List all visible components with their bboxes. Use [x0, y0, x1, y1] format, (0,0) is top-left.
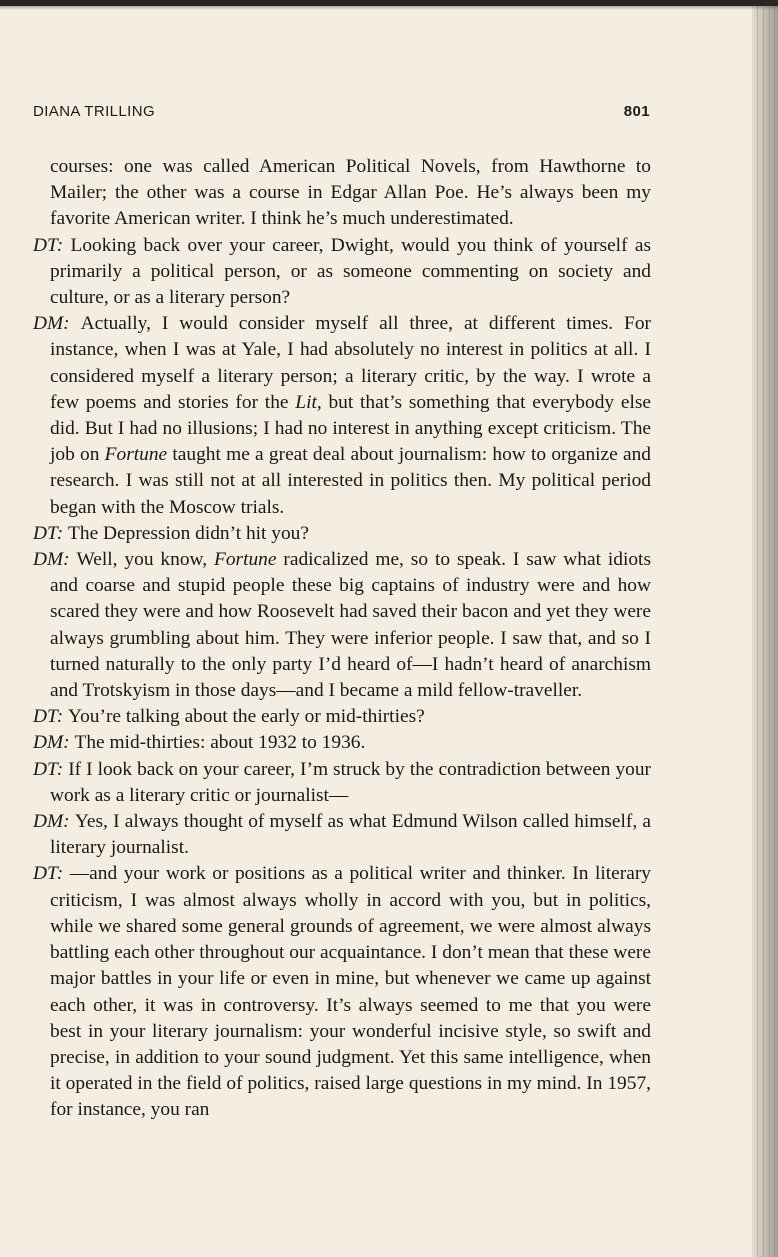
page-edge: [752, 6, 778, 1257]
speaker-label: DT:: [33, 863, 64, 885]
italic-title: Fortune: [214, 549, 277, 571]
transcript-paragraph: [33, 547, 651, 704]
paragraph-text: but that’s something that everybody else did. But I had no illusions; I had no interest in anything except criticism. The job on: [50, 391, 652, 466]
speaker-label: DT:: [33, 234, 64, 256]
paragraph-text: —and your work or positions as a political writer and thinker. In literary criticism, I was almost always wholly in accord with you, but in politics, while we shared some general grounds of agreement, we were almost always battling each other throughout our acquaintance. I don’t mean that these were major battles in your life or even in mine, but whenever we came up against each other, it was in controversy. It’s always seemed to me that you were best in your literary journalism: your wonderful incisive style, so swift and precise, in addition to your sound judgment. Yet this same intelligence, when it operated in the field of politics, raised large questions in my mind. In 1957, for instance, you ran: [50, 863, 651, 1121]
paragraph-text: You’re talking about the early or mid-thirties?: [68, 706, 425, 728]
paragraph-text: If I look back on your career, I’m struck by the contradiction between your work as a literary critic or journalist—: [50, 758, 651, 806]
top-shadow: [0, 6, 778, 10]
transcript-paragraph: [33, 704, 651, 730]
speaker-label: DM:: [33, 732, 70, 754]
speaker-label: DT:: [33, 758, 64, 780]
paragraph-text: taught me a great deal about journalism: how to organize and research. I was still not at all interested in politics then. My political period began with the Moscow trials.: [50, 444, 651, 518]
paragraph-text: Well, you know,: [76, 549, 215, 571]
paragraph-text: Looking back over your career, Dwight, would you think of yourself as primarily a political person, or as someone commenting on society and culture, or as a literary person?: [50, 234, 651, 309]
speaker-label: DM:: [33, 811, 70, 833]
paragraph-text: Yes, I always thought of myself as what Edmund Wilson called himself, a literary journalist.: [50, 811, 651, 859]
transcript-paragraph: [33, 757, 651, 809]
paragraph-text: The Depression didn’t hit you?: [68, 522, 309, 544]
transcript-paragraph: [33, 311, 651, 521]
speaker-label: DT:: [33, 706, 64, 728]
paragraph-text: courses: one was called American Political Novels, from Hawthorne to Mailer; the other was a course in Edgar Allan Poe. He’s always been my favorite American writer. I think he’s much underestimated.: [50, 156, 651, 230]
transcript-paragraph: [33, 809, 651, 861]
interview-transcript: [33, 154, 651, 1124]
speaker-label: DM:: [33, 313, 70, 335]
running-head-title: DIANA TRILLING: [33, 103, 156, 120]
italic-title: Fortune: [104, 444, 168, 466]
transcript-paragraph: [33, 521, 651, 547]
paragraph-text: Actually, I would consider myself all three, at different times. For instance, when I was at Yale, I had absolutely no interest in politics at all. I considered myself a literary person; a literary critic, by the way. I wrote a few poems and stories for the: [50, 313, 651, 413]
transcript-paragraph: [33, 154, 651, 233]
page-number: 801: [623, 103, 650, 120]
transcript-paragraph: [33, 730, 651, 756]
speaker-label: DT:: [33, 522, 64, 544]
paragraph-text: The mid-thirties: about 1932 to 1936.: [74, 732, 366, 754]
paragraph-text: radicalized me, so to speak. I saw what idiots and coarse and stupid people these big captains of industry were and how scared they were and how Roosevelt had saved their bacon and yet they were always grumbling about him. They were inferior people. I saw that, and so I turned naturally to the only party I’d heard of—I hadn’t heard of anarchism and Trotskyism in those days—and I became a mild fellow-traveller.: [50, 549, 651, 702]
italic-title: Lit,: [295, 391, 322, 413]
speaker-label: DM:: [33, 549, 70, 571]
transcript-paragraph: [33, 233, 651, 312]
transcript-paragraph: [33, 861, 651, 1123]
